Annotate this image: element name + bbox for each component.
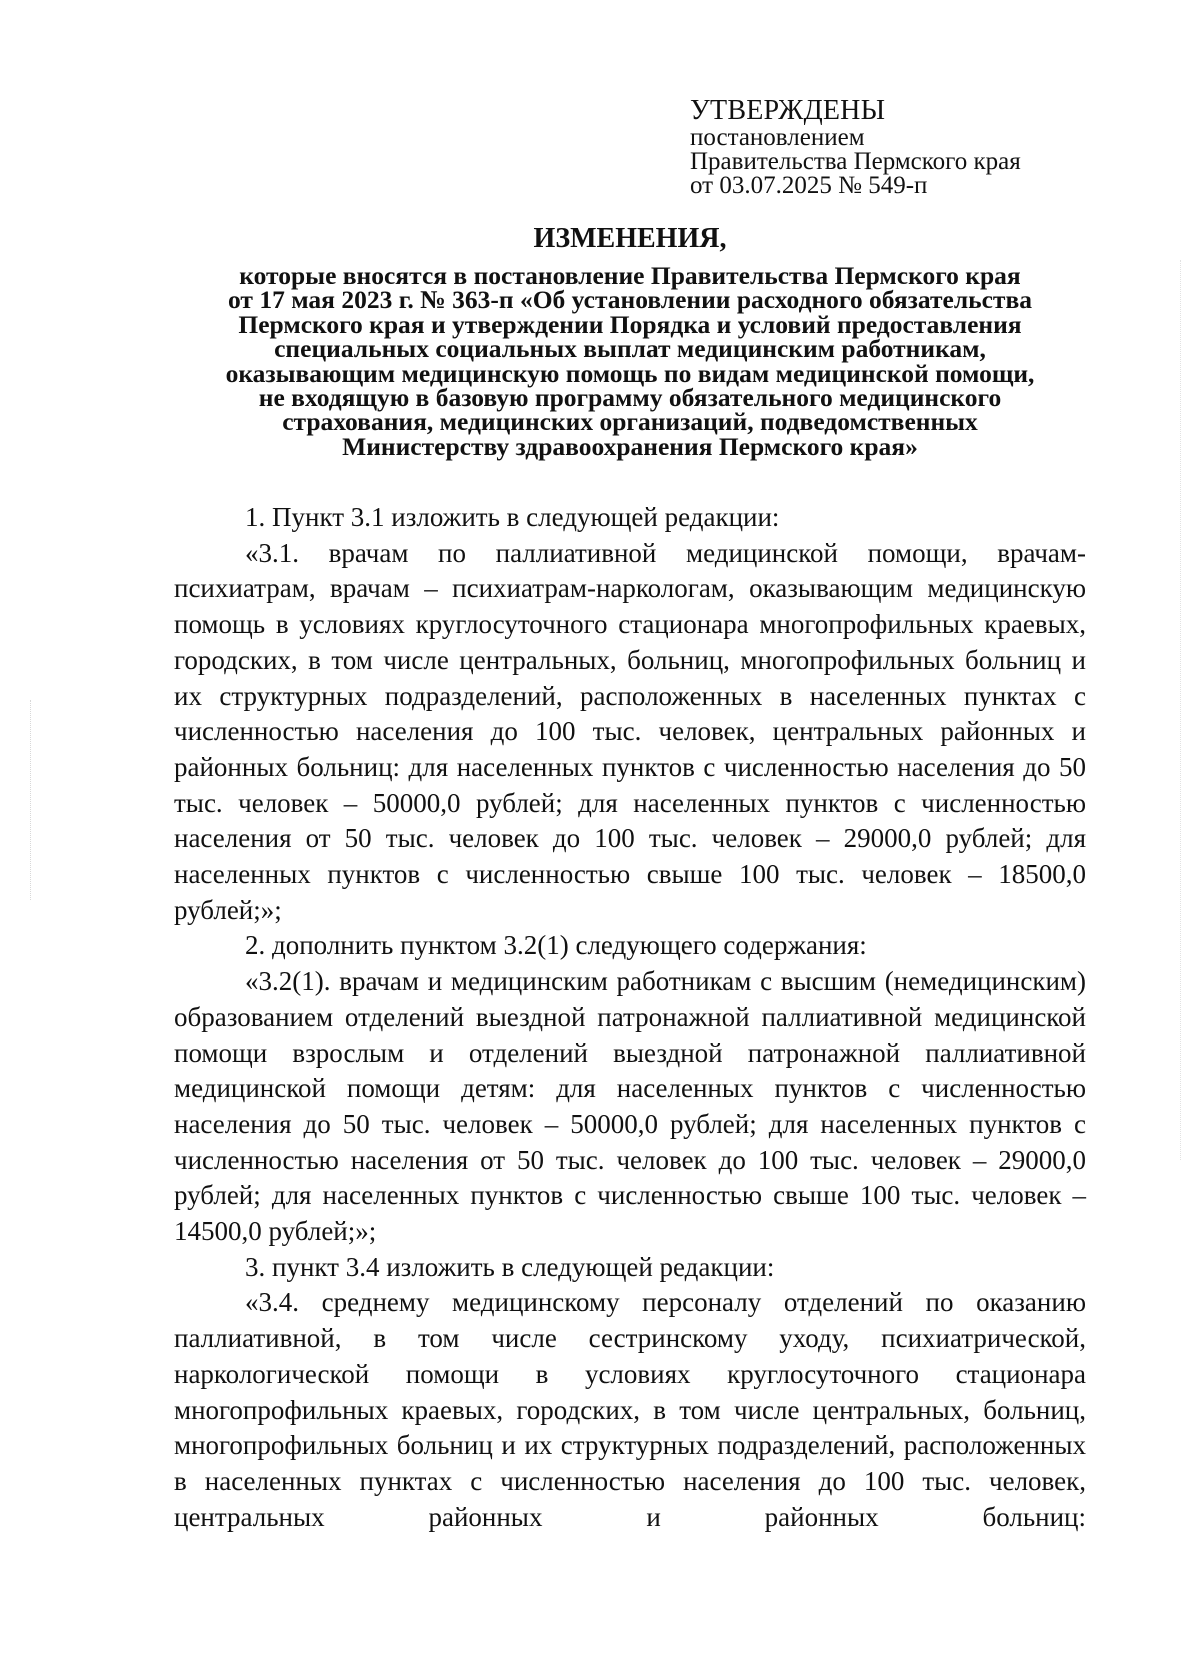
subtitle-line: Пермского края и утверждении Порядка и условий предоставления bbox=[238, 309, 1022, 339]
paragraph-3: 2. дополнить пунктом 3.2(1) следующего содержания: bbox=[245, 930, 867, 961]
scan-edge-artifact bbox=[1180, 260, 1182, 1160]
approval-line-2: Правительства Пермского края bbox=[690, 148, 1021, 175]
subtitle-line: от 17 мая 2023 г. № 363-п «Об установлении расходного обязательства bbox=[228, 285, 1032, 315]
approval-heading: УТВЕРЖДЕНЫ bbox=[690, 95, 886, 126]
subtitle-line: страхования, медицинских организаций, подведомственных bbox=[282, 407, 978, 437]
paragraph-4: «3.2(1). врачам и медицинским работникам с высшим (немедицинским) образованием отделений выездной патронажной паллиативной медицинской помощи взрослым и отделений выездной патронажной паллиативной медицинской помощи детям: для населенных пунктов с численностью населения до 50 тыс. человек – 50000,0 рублей; для населенных пунктов с численностью населения от 50 тыс. человек до 100 тыс. человек – 29000,0 рублей; для населенных пунктов с численностью свыше 100 тыс. человек – 14500,0 рублей;»; bbox=[174, 966, 1086, 1247]
paragraph-5: 3. пункт 3.4 изложить в следующей редакции: bbox=[245, 1251, 775, 1282]
subtitle-line: Министерству здравоохранения Пермского края» bbox=[342, 431, 918, 461]
document-title: ИЗМЕНЕНИЯ, bbox=[533, 223, 727, 254]
document-subtitle bbox=[150, 261, 1110, 461]
document-body bbox=[174, 500, 1086, 1535]
approval-line-1: постановлением bbox=[690, 124, 865, 151]
paragraph-2: «3.1. врачам по паллиативной медицинской помощи, врачам-психиатрам, врачам – психиатрам-наркологам, оказывающим медицинскую помощь в условиях круглосуточного стационара многопрофильных краевых, городских, в том числе центральных, больниц, многопрофильных больниц и их структурных подразделений, расположенных в населенных пунктах с численностью населения до 100 тыс. человек, центральных районных и районных больниц: для населенных пунктов с численностью населения до 50 тыс. человек – 50000,0 рублей; для населенных пунктов с численностью населения от 50 тыс. человек до 100 тыс. человек – 29000,0 рублей; для населенных пунктов с численностью свыше 100 тыс. человек – 18500,0 рублей;»; bbox=[174, 537, 1086, 925]
approval-line-3: от 03.07.2025 № 549-п bbox=[690, 172, 928, 199]
subtitle-line: не входящую в базовую программу обязательного медицинского bbox=[258, 383, 1002, 413]
subtitle-line: специальных социальных выплат медицинским работникам, bbox=[274, 334, 986, 364]
subtitle-line: которые вносятся в постановление Правительства Пермского края bbox=[239, 261, 1021, 290]
paragraph-6: «3.4. среднему медицинскому персоналу отделений по оказанию паллиативной, в том числе сестринскому уходу, психиатрической, наркологической помощи в условиях круглосуточного стационара многопрофильных краевых, городских, в том числе центральных, больниц, многопрофильных больниц и их структурных подразделений, расположенных в населенных пунктах с численностью населения до 100 тыс. человек, центральных районных и районных больниц: bbox=[174, 1287, 1086, 1532]
paragraph-1: 1. Пункт 3.1 изложить в следующей редакции: bbox=[245, 502, 780, 532]
scan-margin-artifact bbox=[30, 700, 41, 900]
approval-stamp bbox=[690, 96, 1110, 198]
subtitle-line: оказывающим медицинскую помощь по видам медицинской помощи, bbox=[225, 358, 1035, 388]
